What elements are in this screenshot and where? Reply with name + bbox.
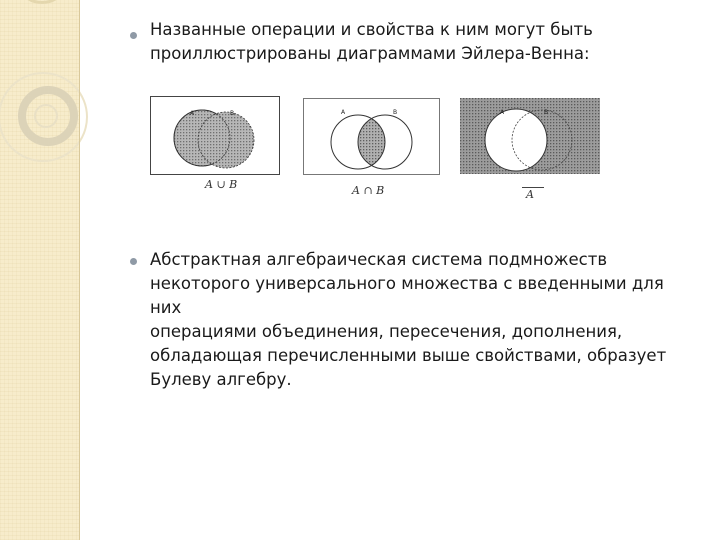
caption-intersection: A ∩ B xyxy=(352,184,385,197)
bullet-icon xyxy=(130,258,137,265)
caption-union: A ∪ B xyxy=(205,178,238,191)
decorative-ring xyxy=(14,0,70,4)
venn-diagram-union xyxy=(150,96,280,178)
caption-complement: A xyxy=(526,188,534,201)
decorative-side-band xyxy=(0,0,79,540)
bullet-text-2: Абстрактная алгебраическая система подмножеств некоторого универсального множества с введенными для них операциями объединения, пересечения, дополнения, обладающая перечисленными выше свойствами, образует Булеву алгебру. xyxy=(150,250,667,389)
set-b-label: B xyxy=(393,109,398,116)
bullet-text-1: Названные операции и свойства к ним могут быть проиллюстрированы диаграммами Эйлера-Венна: xyxy=(150,20,593,63)
set-a-label: A xyxy=(190,110,195,117)
venn-diagram-intersection xyxy=(303,98,440,178)
set-b-label: B xyxy=(230,110,235,117)
bullet-icon xyxy=(130,32,137,39)
set-a-label: A xyxy=(500,109,505,116)
set-a-label: A xyxy=(341,109,346,116)
set-b-label: B xyxy=(544,109,549,116)
side-divider xyxy=(79,0,80,540)
set-a-circle xyxy=(485,109,547,171)
venn-diagram-complement xyxy=(460,98,600,176)
decorative-ring xyxy=(34,104,58,128)
